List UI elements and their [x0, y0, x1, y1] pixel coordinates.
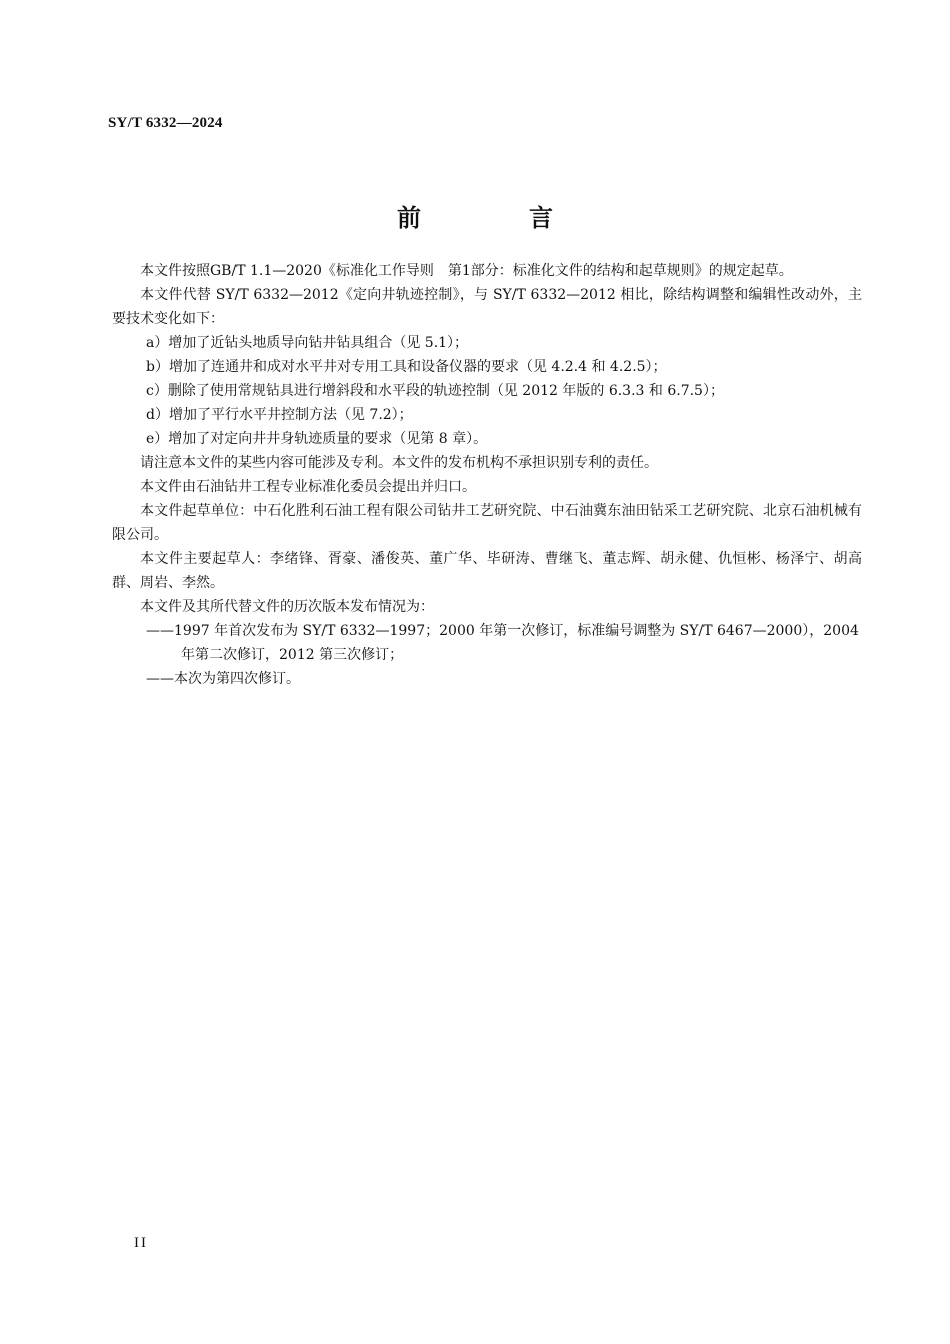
patent-notice-paragraph: 请注意本文件的某些内容可能涉及专利。本文件的发布机构不承担识别专利的责任。	[140, 455, 658, 471]
standard-code: SY/T 6332—2024	[108, 115, 223, 131]
change-item-a: a）增加了近钻头地质导向钻井钻具组合（见 5.1）；	[146, 335, 469, 351]
change-item-e: e）增加了对定向井井身轨迹质量的要求（见第 8 章）。	[146, 431, 488, 447]
change-item-b: b）增加了连通井和成对水平井对专用工具和设备仪器的要求（见 4.2.4 和 4.2.5）；	[146, 359, 667, 375]
change-item-d: d）增加了平行水平井控制方法（见 7.2）；	[146, 407, 413, 423]
drafting-rules-paragraph: 本文件按照GB/T 1.1—2020《标准化工作导则 第1部分：标准化文件的结构和起草规则》的规定起草。	[140, 263, 793, 279]
page-number: II	[134, 1235, 148, 1251]
history-item-1: ——1997 年首次发布为 SY/T 6332—1997；2000 年第一次修订，标准编号调整为 SY/T 6467—2000），2004 年第二次修订，2012 第三次修订；	[146, 623, 859, 663]
change-item-c: c）删除了使用常规钻具进行增斜段和水平段的轨迹控制（见 2012 年版的 6.3.3 和 6.7.5）；	[146, 383, 724, 399]
replacement-paragraph: 本文件代替 SY/T 6332—2012《定向井轨迹控制》，与 SY/T 6332—2012 相比，除结构调整和编辑性改动外，主要技术变化如下：	[112, 287, 862, 327]
drafting-units-paragraph: 本文件起草单位：中石化胜利石油工程有限公司钻井工艺研究院、中石油冀东油田钻采工艺研究院、北京石油机械有限公司。	[112, 503, 862, 543]
drafters-paragraph: 本文件主要起草人：李绪锋、胥豪、潘俊英、董广华、毕研涛、曹继飞、董志辉、胡永健、仇恒彬、杨泽宁、胡高群、周岩、李然。	[112, 551, 862, 591]
history-item-2: ——本次为第四次修订。	[146, 671, 300, 687]
history-intro-paragraph: 本文件及其所代替文件的历次版本发布情况为：	[140, 599, 434, 615]
page-title: 前 言	[397, 204, 595, 232]
foreword-body	[112, 259, 862, 691]
committee-paragraph: 本文件由石油钻井工程专业标准化委员会提出并归口。	[140, 479, 476, 495]
